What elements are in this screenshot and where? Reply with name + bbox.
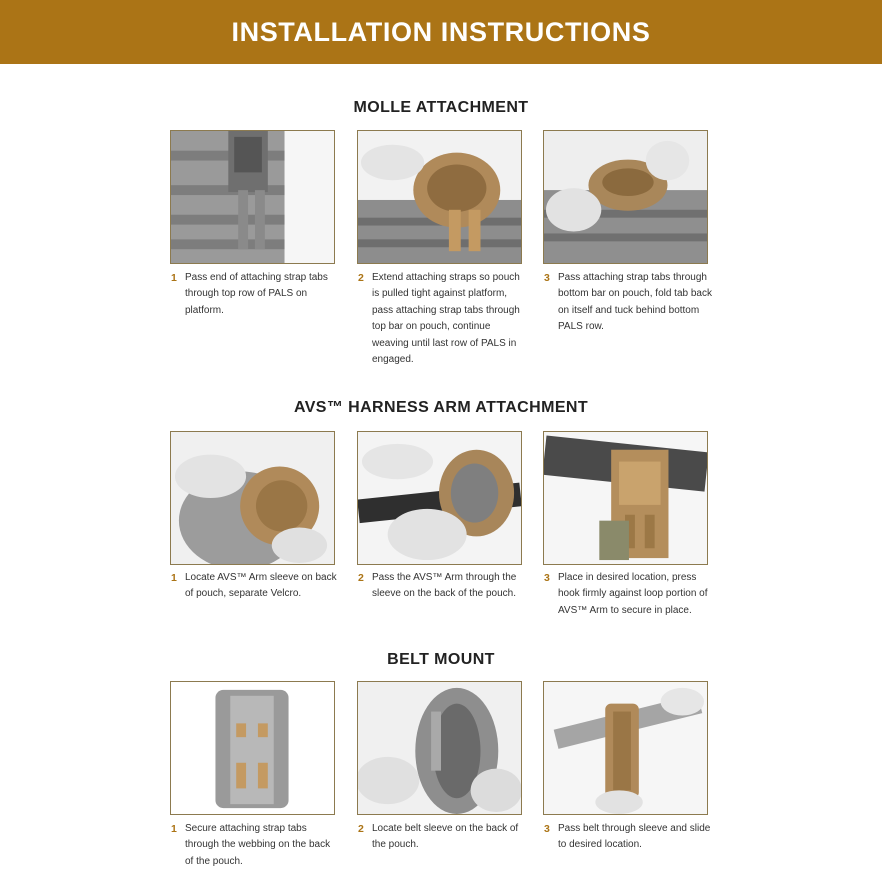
molle-step-3 bbox=[544, 270, 714, 336]
step-text: Locate AVS™ Arm sleeve on back of pouch, separate Velcro. bbox=[185, 572, 337, 600]
belt-step-2-photo bbox=[357, 681, 522, 815]
belt-step-2 bbox=[358, 821, 528, 854]
step-text: Place in desired location, press hook firmly against loop portion of AVS™ Arm to secure in place. bbox=[558, 572, 708, 616]
step-text: Pass attaching strap tabs through bottom bar on pouch, fold tab back on itself and tuck behind bottom PALS row. bbox=[558, 272, 712, 333]
step-number: 2 bbox=[358, 823, 364, 835]
step-number: 2 bbox=[358, 272, 364, 284]
step-text: Pass belt through sleeve and slide to desired location. bbox=[558, 823, 711, 851]
avs-step-3-photo bbox=[543, 431, 708, 565]
avs-step-2-photo bbox=[357, 431, 522, 565]
page-title: INSTALLATION INSTRUCTIONS bbox=[231, 16, 651, 47]
belt-step-1-photo bbox=[170, 681, 335, 815]
step-number: 1 bbox=[171, 823, 177, 835]
step-text: Secure attaching strap tabs through the webbing on the back of the pouch. bbox=[185, 823, 331, 867]
step-number: 1 bbox=[171, 572, 177, 584]
belt-step-1 bbox=[171, 821, 341, 870]
step-text: Pass end of attaching strap tabs through top row of PALS on platform. bbox=[185, 272, 328, 316]
molle-step-3-photo bbox=[543, 130, 708, 264]
step-number: 3 bbox=[544, 572, 550, 584]
avs-step-1-photo bbox=[170, 431, 335, 565]
molle-step-1-photo bbox=[170, 130, 335, 264]
belt-step-3 bbox=[544, 821, 714, 854]
step-number: 3 bbox=[544, 272, 550, 284]
header-banner bbox=[0, 0, 882, 64]
step-number: 1 bbox=[171, 272, 177, 284]
section-title-molle: MOLLE ATTACHMENT bbox=[353, 99, 529, 116]
step-number: 2 bbox=[358, 572, 364, 584]
section-title-avs: AVS™ HARNESS ARM ATTACHMENT bbox=[293, 399, 589, 416]
belt-step-3-photo bbox=[543, 681, 708, 815]
avs-step-1 bbox=[171, 570, 341, 603]
section-title-belt: BELT MOUNT bbox=[387, 651, 495, 668]
molle-step-2-photo bbox=[357, 130, 522, 264]
step-text: Extend attaching straps so pouch is pulled tight against platform, pass attaching strap tabs through top bar on pouch, continue weaving until last row of PALS in engaged. bbox=[372, 272, 520, 366]
step-number: 3 bbox=[544, 823, 550, 835]
avs-step-2 bbox=[358, 570, 528, 603]
step-text: Locate belt sleeve on the back of the pouch. bbox=[372, 823, 519, 851]
avs-step-3 bbox=[544, 570, 714, 619]
molle-step-1 bbox=[171, 270, 341, 319]
step-text: Pass the AVS™ Arm through the sleeve on the back of the pouch. bbox=[372, 572, 517, 600]
molle-step-2 bbox=[358, 270, 528, 368]
